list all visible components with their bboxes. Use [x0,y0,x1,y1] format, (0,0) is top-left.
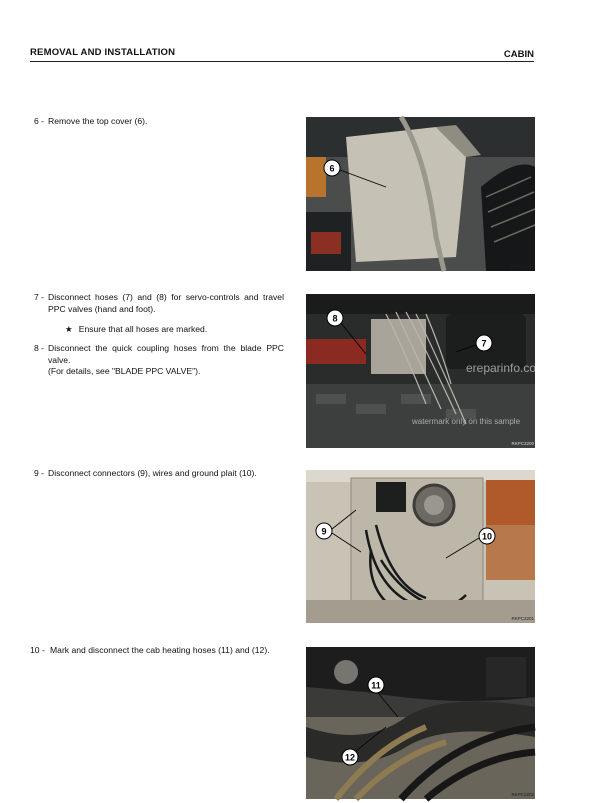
step-8 [34,343,284,378]
callout-6-label: 6 [329,163,335,174]
step-number: 7 - [34,292,45,302]
photo-connectors [306,470,535,623]
note [65,324,207,335]
note-text: Ensure that all hoses are marked. [78,324,208,334]
callout-12-label: 12 [344,752,356,763]
figure-code: RKPC2200 [511,441,534,446]
callout-7-label: 7 [481,338,487,349]
callout-11-label: 11 [371,680,381,691]
step-text: Disconnect the quick coupling hoses from the blade PPC valve. [48,343,284,365]
chapter-title: CABIN [503,49,534,60]
watermark-main: ereparinfo.com [465,361,547,375]
callout-9-label: 9 [321,526,327,537]
photo-hoses [306,294,547,448]
step-number: 10 - [30,645,45,655]
step-text: Mark and disconnect the cab heating hoses (11) and (12). [50,645,270,655]
step-number: 8 - [34,343,45,353]
figure-code: RKPC30B1 [510,264,534,269]
page-header [30,47,534,62]
step-6 [34,116,284,128]
step-text: Disconnect hoses (7) and (8) for servo-controls and travel PPC valves (hand and foot). [48,292,284,314]
callout-8-label: 8 [332,313,338,324]
step-number: 9 - [34,468,45,478]
figure-code: RKPC2201 [511,616,534,621]
step-10 [30,645,284,657]
star-icon: ★ [65,324,73,334]
step-detail: (For details, see "BLADE PPC VALVE"). [48,366,201,376]
step-9 [34,468,284,480]
watermark-sub: watermark only on this sample [411,417,521,426]
section-title: REMOVAL AND INSTALLATION [30,47,176,58]
step-text: Remove the top cover (6). [48,116,148,126]
step-number: 6 - [34,116,45,126]
photo-heating-hoses [306,647,535,799]
step-7 [34,292,284,315]
figure-code: RKPC2202 [511,792,534,797]
callout-10-label: 10 [481,531,493,542]
photo-top-cover [306,117,535,271]
step-text: Disconnect connectors (9), wires and ground plait (10). [48,468,257,478]
